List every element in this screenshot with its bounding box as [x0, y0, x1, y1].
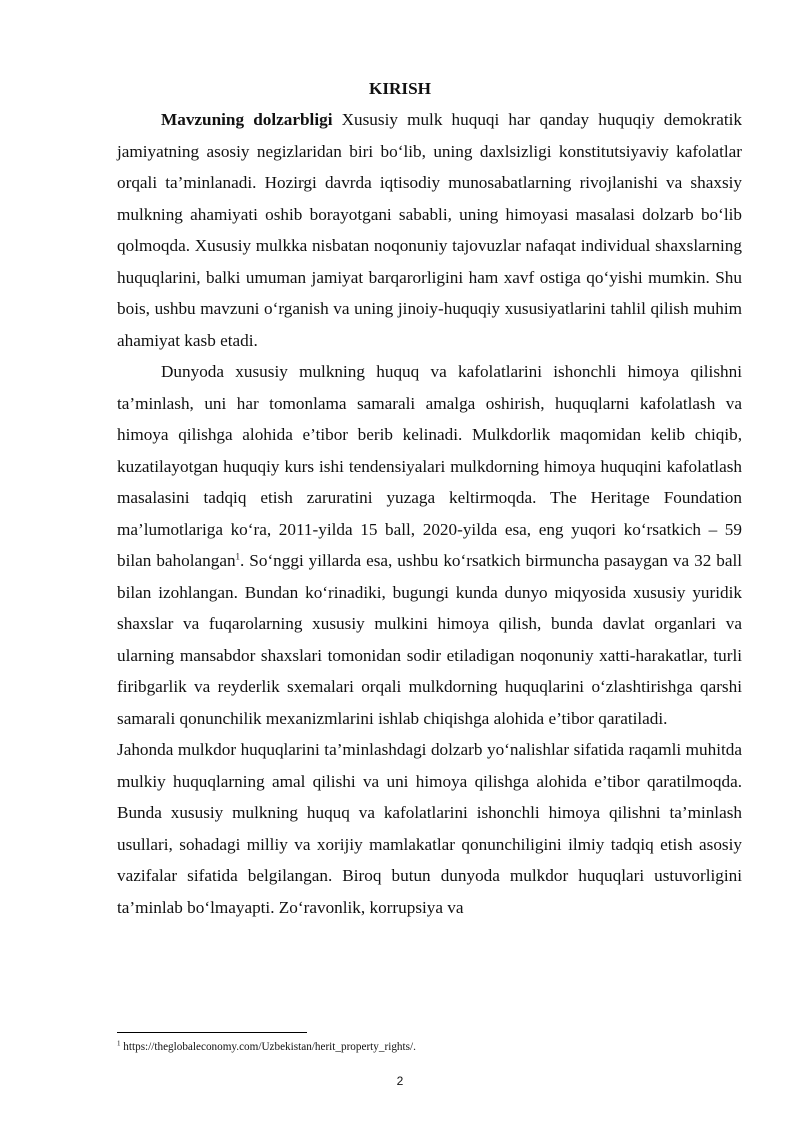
paragraph-relevance [117, 104, 742, 356]
paragraph-global-directions [117, 734, 742, 923]
paragraph-world-context [117, 356, 742, 734]
footnote-reference[interactable]: 1 [235, 551, 241, 562]
paragraph-text: Jahonda mulkdor huquqlarini ta’minlashdagi dolzarb yo‘nalishlar sifatida raqamli muhitda mulkiy huquqlarning amal qilishi va uni himoya qilishga alohida e’tibor qaratilmoqda. Bunda xususiy mulkning huquq va kafolatlarini ishonchli himoya qilishni ta’minlash usullari, sohadagi milliy va xorijiy mamlakatlar qonunchiligini ilmiy tadqiq etish asosiy vazifalar sifatida belgilangan. Biroq butun dunyoda mulkdor huquqlari ustuvorligini ta’minlab bo‘lmayapti. Zo‘ravonlik, korrupsiya va [117, 740, 742, 917]
paragraph-lead-heading: Mavzuning dolzarbligi [161, 110, 333, 129]
footnote-divider [117, 1032, 307, 1033]
paragraph-text: . So‘nggi yillarda esa, ushbu ko‘rsatkich birmuncha pasaygan va 32 ball bilan izohlangan. Bundan ko‘rinadiki, bugungi kunda dunyo miqyosida xususiy yuridik shaxslar va fuqarolarning xususiy mulkini himoya qilish, bunda davlat organlari va ularning mansabdor shaxslari tomonidan sodir etiladigan noqonuniy xatti-harakatlar, turli firibgarlik va reyderlik sxemalari orqali mulkdorning huquqlarini o‘zlashtirishga qarshi samarali qonunchilik mexanizmlarini ishlab chiqishga alohida e’tibor qaratiladi. [117, 551, 743, 728]
page-title: KIRISH [368, 79, 432, 98]
paragraph-text: Xususiy mulk huquqi har qanday huquqiy demokratik jamiyatning asosiy negizlaridan biri bo‘lib, uning daxlsizligi konstitutsiyaviy kafolatlar orqali ta’minlanadi. Hozirgi davrda iqtisodiy munosabatlarning rivojlanishi va shaxsiy mulkning ahamiyati oshib borayotgani sababli, uning himoyasi masalasi dolzarb bo‘lib qolmoqda. Xususiy mulkka nisbatan noqonuniy tajovuzlar nafaqat individual shaxslarning huquqlarini, balki umuman jamiyat barqarorligini ham xavf ostiga qo‘yishi mumkin. Shu bois, ushbu mavzuni o‘rganish va uning jinoiy-huquqiy xususiyatlarini tahlil qilish muhim ahamiyat kasb etadi. [117, 110, 742, 350]
footnote-marker: 1 [117, 1039, 121, 1048]
footnote [117, 1040, 742, 1054]
body-text [117, 104, 742, 923]
footnote-link[interactable]: https://theglobaleconomy.com/Uzbekistan/herit_property_rights/. [120, 1041, 416, 1053]
page-number: 2 [396, 1074, 404, 1088]
paragraph-text: Dunyoda xususiy mulkning huquq va kafolatlarini ishonchli himoya qilishni ta’minlash, uni har tomonlama samarali amalga oshirish, huquqlarni kafolatlash va himoya qilishga alohida e’tibor berib kelinadi. Mulkdorlik maqomidan kelib chiqib, kuzatilayotgan huquqiy kurs ishi tendensiyalari mulkdorning himoya huquqini kafolatlash masalasini tadqiq etish zaruratini yuzaga keltirmoqda. The Heritage Foundation ma’lumotlariga ko‘ra, 2011-yilda 15 ball, 2020-yilda esa, eng yuqori ko‘rsatkich – 59 bilan baholangan [117, 362, 742, 570]
